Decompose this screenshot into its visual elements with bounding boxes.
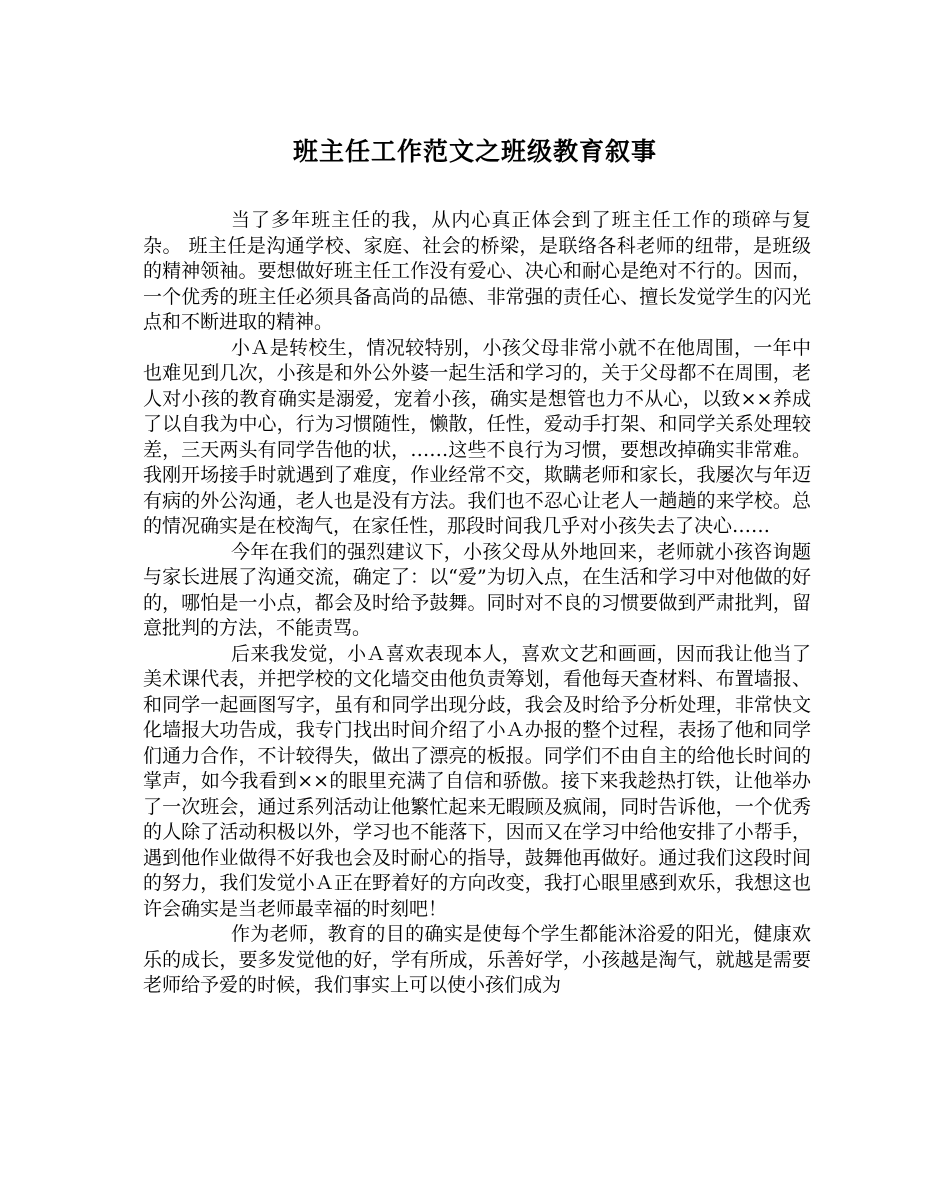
paragraph: 小Ａ是转校生，情况较特别，小孩父母非常小就不在他周围，一年中也难见到几次，小孩是和外公外婆一起生活和学习的，关于父母都不在周围，老人对小孩的教育确实是溺爱，宠着小孩，确实是想管也力不从心，以致××养成了以自我为中心，行为习惯随性，懒散，任性，爱动手打架、和同学关系处理较差，三天两头有同学告他的状，……这些不良行为习惯，要想改掉确实非常难。我刚开场接手时就遇到了难度，作业经常不交，欺瞒老师和家长，我屡次与年迈有病的外公沟通，老人也是没有方法。我们也不忍心让老人一趟趟的来学校。总的情况确实是在校淘气，在家任性，那段时间我几乎对小孩失去了决心……: [143, 336, 811, 537]
document-body: [143, 208, 811, 999]
paragraph: 今年在我们的强烈建议下，小孩父母从外地回来，老师就小孩咨询题与家长进展了沟通交流，确定了：以“爱”为切入点，在生活和学习中对他做的好的，哪怕是一小点，都会及时给予鼓舞。同时对不良的习惯要做到严肃批判，留意批判的方法，不能责骂。: [143, 540, 811, 639]
paragraph: 作为老师，教育的目的确实是使每个学生都能沐浴爱的阳光，健康欢乐的成长，要多发觉他的好，学有所成，乐善好学，小孩越是淘气，就越是需要老师给予爱的时候，我们事实上可以使小孩们成为: [143, 923, 811, 996]
paragraph: 当了多年班主任的我，从内心真正体会到了班主任工作的琐碎与复杂。 班主任是沟通学校、家庭、社会的桥梁，是联络各科老师的纽带，是班级的精神领袖。要想做好班主任工作没有爱心、决心和耐心是绝对不行的。因而，一个优秀的班主任必须具备高尚的品德、非常强的责任心、擅长发觉学生的闪光点和不断进取的精神。: [143, 209, 811, 333]
document-title: 班主任工作范文之班级教育叙事: [292, 137, 657, 166]
paragraph: 后来我发觉，小Ａ喜欢表现本人，喜欢文艺和画画，因而我让他当了美术课代表，并把学校的文化墙交由他负责筹划，看他每天查材料、布置墙报、和同学一起画图写字，虽有和同学出现分歧，我会及时给予分析处理，非常快文化墙报大功告成，我专门找出时间介绍了小Ａ办报的整个过程，表扬了他和同学们通力合作，不计较得失，做出了漂亮的板报。同学们不由自主的给他长时间的掌声，如今我看到××的眼里充满了自信和骄傲。接下来我趁热打铁，让他举办了一次班会，通过系列活动让他繁忙起来无暇顾及疯闹，同时告诉他，一个优秀的人除了活动积极以外，学习也不能落下，因而又在学习中给他安排了小帮手，遇到他作业做得不好我也会及时耐心的指导，鼓舞他再做好。通过我们这段时间的努力，我们发觉小Ａ正在野着好的方向改变，我打心眼里感到欢乐，我想这也许会确实是当老师最幸福的时刻吧！: [143, 642, 811, 920]
